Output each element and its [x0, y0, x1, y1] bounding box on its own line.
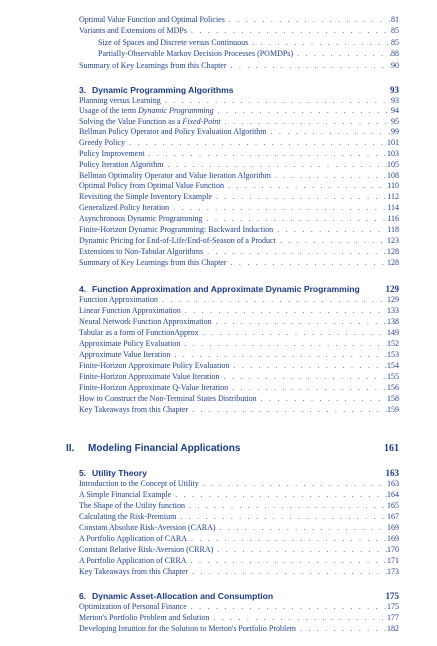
- page-number: 94: [391, 106, 399, 115]
- toc-section[interactable]: [79, 372, 399, 382]
- page-number: 93: [391, 96, 399, 105]
- toc-section[interactable]: [79, 556, 399, 566]
- dot-leader: [227, 258, 387, 268]
- dot-leader: [187, 602, 387, 612]
- italic-term: Fixed-Point: [182, 117, 221, 126]
- dot-leader: [203, 247, 387, 257]
- page-number: 165: [387, 501, 399, 510]
- page-number: 129: [385, 284, 399, 294]
- page-number: 156: [387, 383, 399, 392]
- page-number: 177: [387, 613, 399, 622]
- dot-leader: [188, 567, 387, 577]
- page-number: 138: [387, 317, 399, 326]
- dot-leader: [228, 383, 387, 393]
- section-title: Developing Intuition for the Solution to Merton's Portfolio Problem: [79, 624, 296, 633]
- dot-leader: [212, 317, 387, 327]
- toc-section[interactable]: [79, 138, 399, 148]
- toc-section[interactable]: [79, 160, 399, 170]
- dot-leader: [296, 624, 387, 634]
- page-number: 173: [387, 567, 399, 576]
- page-number: 105: [387, 160, 399, 169]
- page-number: 170: [387, 545, 399, 554]
- page-number: 163: [387, 479, 399, 488]
- dot-leader: [225, 15, 391, 25]
- part-number: II.: [66, 443, 75, 454]
- section-title: Optimal Value Function and Optimal Policies: [79, 15, 225, 24]
- dot-leader: [293, 49, 391, 59]
- dot-leader: [145, 149, 387, 159]
- section-title: Greedy Policy: [79, 138, 125, 147]
- page-number: 169: [387, 523, 399, 532]
- section-title: Approximate Value Iteration: [79, 350, 171, 359]
- toc-section[interactable]: [79, 317, 399, 327]
- toc-section[interactable]: [79, 106, 399, 116]
- page-number: 182: [387, 624, 399, 633]
- section-title: Constant Relative Risk-Aversion (CRRA): [79, 545, 214, 554]
- toc-section[interactable]: [79, 523, 399, 533]
- section-title: Generalized Policy Iteration: [79, 203, 170, 212]
- dot-leader: [188, 405, 387, 415]
- section-title: How to Construct the Non-Terminal States Distribution: [79, 394, 257, 403]
- section-title: The Shape of the Utility function: [79, 501, 185, 510]
- dot-leader: [214, 106, 391, 116]
- dot-leader: [219, 372, 387, 382]
- section-title: Bellman Optimality Operator and Value Iteration Algorithm: [79, 171, 271, 180]
- page-number: 149: [387, 328, 399, 337]
- toc-section[interactable]: [79, 149, 399, 159]
- toc-section[interactable]: [79, 394, 399, 404]
- toc-chapter[interactable]: [79, 84, 399, 96]
- toc-section[interactable]: [79, 171, 399, 181]
- section-title: A Portfolio Application of CRRA: [79, 556, 187, 565]
- section-title: Usage of the term Dynamic Programming: [79, 106, 214, 115]
- section-title: Extensions to Non-Tabular Algorithms: [79, 247, 204, 256]
- dot-leader: [267, 127, 391, 137]
- section-title: Summary of Key Learnings from this Chapter: [79, 258, 227, 267]
- section-title: Finite-Horizon Approximate Value Iteration: [79, 372, 220, 381]
- dot-leader: [170, 350, 387, 360]
- dot-leader: [158, 295, 387, 305]
- toc-section[interactable]: [79, 127, 399, 137]
- page-number: 93: [390, 85, 399, 95]
- page-number: 99: [391, 127, 399, 136]
- page-number: 85: [391, 38, 399, 47]
- dot-leader: [199, 479, 387, 489]
- page-number: 167: [387, 512, 399, 521]
- toc-section[interactable]: [79, 295, 399, 305]
- section-title: Finite-Horizon Approximate Q-Value Iteration: [79, 383, 229, 392]
- toc-section[interactable]: [79, 545, 399, 555]
- page-number: 101: [387, 138, 399, 147]
- page-number: 158: [387, 394, 399, 403]
- chapter-title: Dynamic Asset-Allocation and Consumption: [92, 591, 274, 601]
- chapter-title: Utility Theory: [92, 468, 147, 478]
- toc-section[interactable]: [79, 96, 399, 106]
- toc-section[interactable]: [79, 567, 399, 577]
- toc-section[interactable]: [79, 15, 399, 25]
- toc-section[interactable]: [79, 225, 399, 235]
- dot-leader: [185, 501, 387, 511]
- dot-leader: [163, 160, 387, 170]
- dot-leader: [229, 361, 387, 371]
- page-number: 103: [387, 149, 399, 158]
- section-title: Size of Spaces and Discrete versus Continuous: [98, 38, 249, 47]
- section-title: Linear Function Approximation: [79, 306, 181, 315]
- page-number: 81: [391, 15, 399, 24]
- page-number: 128: [387, 247, 399, 256]
- dot-leader: [171, 490, 387, 500]
- section-title: Dynamic Pricing for End-of-Life/End-of-Season of a Product: [79, 236, 276, 245]
- page-number: 164: [387, 490, 399, 499]
- chapter-number: 6.: [79, 591, 87, 601]
- toc-part[interactable]: [66, 442, 399, 456]
- section-title: Optimal Policy from Optimal Value Function: [79, 181, 224, 190]
- page-number: 175: [385, 591, 399, 601]
- section-title: A Simple Financial Example: [79, 490, 172, 499]
- section-title: Introduction to the Concept of Utility: [79, 479, 199, 488]
- toc-section[interactable]: [79, 624, 399, 634]
- dot-leader: [199, 328, 387, 338]
- section-title: Policy Iteration Algorithm: [79, 160, 164, 169]
- section-title: Key Takeaways from this Chapter: [79, 567, 189, 576]
- italic-term: Dynamic Programming: [138, 106, 214, 115]
- section-title: Optimization of Personal Finance: [79, 602, 187, 611]
- section-title: Key Takeaways from this Chapter: [79, 405, 189, 414]
- section-title: Merton's Portfolio Problem and Solution: [79, 613, 210, 622]
- section-title: Finite-Horizon Approximate Policy Evaluation: [79, 361, 230, 370]
- toc-section[interactable]: [79, 61, 399, 71]
- dot-leader: [273, 225, 387, 235]
- toc-section[interactable]: [79, 247, 399, 257]
- toc-section[interactable]: [79, 236, 399, 246]
- page-number: 110: [387, 181, 399, 190]
- dot-leader: [276, 236, 387, 246]
- page-number: 128: [387, 258, 399, 267]
- page-number: 116: [387, 214, 399, 223]
- toc-section[interactable]: [79, 117, 399, 127]
- toc-section[interactable]: [79, 501, 399, 511]
- dot-leader: [216, 523, 387, 533]
- dot-leader: [213, 545, 387, 555]
- toc-subsection[interactable]: [98, 49, 399, 59]
- page-number: 161: [384, 443, 399, 454]
- chapter-title: Dynamic Programming Algorithms: [92, 85, 234, 95]
- toc-section[interactable]: [79, 613, 399, 623]
- dot-leader: [209, 613, 387, 623]
- dot-leader: [161, 96, 391, 106]
- toc-chapter[interactable]: [79, 467, 399, 479]
- section-title: Function Approximation: [79, 295, 158, 304]
- page-number: 129: [387, 295, 399, 304]
- page-number: 133: [387, 306, 399, 315]
- section-title: Approximate Policy Evaluation: [79, 339, 181, 348]
- section-title: Planning versus Learning: [79, 96, 161, 105]
- toc-section[interactable]: [79, 203, 399, 213]
- toc-section[interactable]: [79, 306, 399, 316]
- section-title: Revisiting the Simple Inventory Example: [79, 192, 212, 201]
- dot-leader: [224, 181, 387, 191]
- toc-section[interactable]: [79, 383, 399, 393]
- dot-leader: [181, 306, 387, 316]
- page-number: 163: [385, 468, 399, 478]
- page-number: 88: [391, 49, 399, 58]
- section-title: Bellman Policy Operator and Policy Evaluation Algorithm: [79, 127, 267, 136]
- section-title: Variants and Extensions of MDPs: [79, 26, 187, 35]
- chapter-number: 3.: [79, 85, 87, 95]
- toc-section[interactable]: [79, 490, 399, 500]
- part-title: Modeling Financial Applications: [88, 443, 241, 454]
- toc-section[interactable]: [79, 339, 399, 349]
- toc-chapter[interactable]: [79, 590, 399, 602]
- toc-section[interactable]: [79, 258, 399, 268]
- page-number: 90: [391, 61, 399, 70]
- toc-section[interactable]: [79, 534, 399, 544]
- toc-section[interactable]: [79, 192, 399, 202]
- section-title: Calculating the Risk-Premium: [79, 512, 177, 521]
- toc-section[interactable]: [79, 479, 399, 489]
- toc-section[interactable]: [79, 512, 399, 522]
- toc-section[interactable]: [79, 26, 399, 36]
- chapter-title: Function Approximation and Approximate Dynamic Programming: [92, 284, 360, 294]
- dot-leader: [125, 138, 387, 148]
- page-number: 169: [387, 534, 399, 543]
- page-number: 118: [387, 225, 399, 234]
- dot-leader: [187, 26, 391, 36]
- section-title: A Portfolio Application of CARA: [79, 534, 187, 543]
- section-title: Summary of Key Learnings from this Chapter: [79, 61, 227, 70]
- dot-leader: [176, 512, 387, 522]
- dot-leader: [248, 38, 391, 48]
- dot-leader: [203, 214, 388, 224]
- page-number: 108: [387, 171, 399, 180]
- toc-section[interactable]: [79, 328, 399, 338]
- chapter-number: 4.: [79, 284, 87, 294]
- toc-section[interactable]: [79, 361, 399, 371]
- chapter-number: 5.: [79, 468, 87, 478]
- section-title: Solving the Value Function as a Fixed-Point: [79, 117, 221, 126]
- page-number: 114: [387, 203, 399, 212]
- section-title: Asynchronous Dynamic Programming: [79, 214, 203, 223]
- dot-leader: [180, 339, 387, 349]
- page-number: 95: [391, 117, 399, 126]
- page-number: 152: [387, 339, 399, 348]
- dot-leader: [212, 192, 387, 202]
- toc-section[interactable]: [79, 350, 399, 360]
- toc-section[interactable]: [79, 181, 399, 191]
- dot-leader: [169, 203, 387, 213]
- section-title: Partially-Observable Markov Decision Processes (POMDPs): [98, 49, 294, 58]
- page-number: 153: [387, 350, 399, 359]
- toc-section[interactable]: [79, 214, 399, 224]
- dot-leader: [257, 394, 387, 404]
- page-number: 154: [387, 361, 399, 370]
- dot-leader: [187, 556, 387, 566]
- section-title: Neural Network Function Approximation: [79, 317, 212, 326]
- toc-section[interactable]: [79, 405, 399, 415]
- dot-leader: [221, 117, 391, 127]
- page-number: 175: [387, 602, 399, 611]
- section-title: Tabular as a form of FunctionApprox: [79, 328, 199, 337]
- page-number: 171: [387, 556, 399, 565]
- page-number: 123: [387, 236, 399, 245]
- dot-leader: [187, 534, 387, 544]
- section-title: Policy Improvement: [79, 149, 145, 158]
- page-number: 159: [387, 405, 399, 414]
- toc-chapter[interactable]: [79, 283, 399, 295]
- toc-section[interactable]: [79, 602, 399, 612]
- page-number: 85: [391, 26, 399, 35]
- section-title: Finite-Horizon Dynamic Programming: Backward Induction: [79, 225, 274, 234]
- page-number: 112: [387, 192, 399, 201]
- dot-leader: [227, 61, 391, 71]
- section-title: Constant Absolute Risk-Aversion (CARA): [79, 523, 216, 532]
- page-number: 155: [387, 372, 399, 381]
- dot-leader: [271, 171, 387, 181]
- toc-subsection[interactable]: [98, 38, 399, 48]
